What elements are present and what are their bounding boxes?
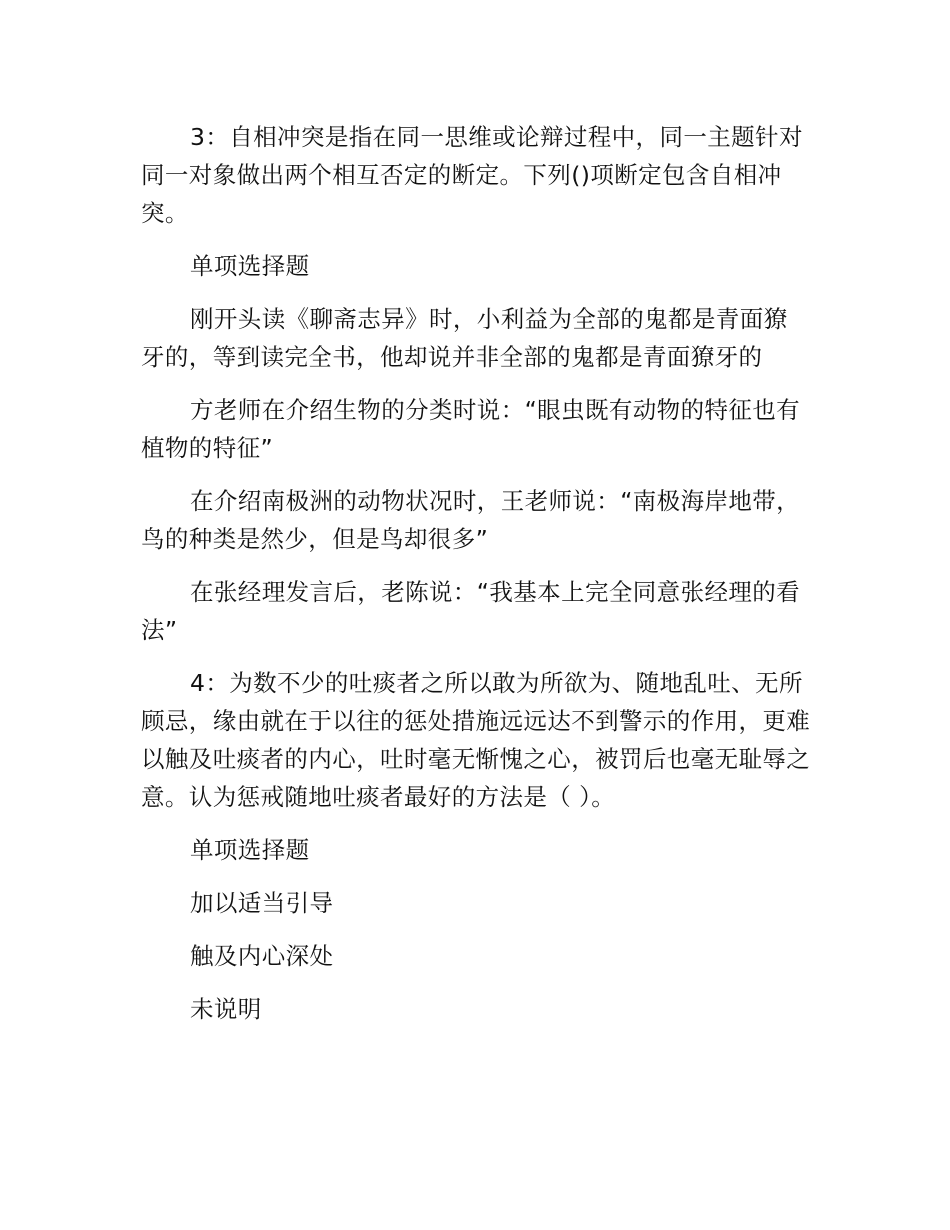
document-body [141, 118, 811, 1043]
option-a: 加以适当引导 [190, 889, 334, 917]
option-b: 方老师在介绍生物的分类时说：“眼虫既有动物的特征也有植物的特征” [141, 396, 801, 462]
option-a: 刚开头读《聊斋志异》时，小利益为全部的鬼都是青面獠牙的，等到读完全书，他却说并非全部的鬼都是青面獠牙的 [141, 305, 788, 371]
option-c: 在介绍南极洲的动物状况时，王老师说：“南极海岸地带，鸟的种类是然少，但是鸟却很多” [141, 487, 801, 553]
option-b: 触及内心深处 [190, 942, 334, 970]
option-c: 未说明 [190, 995, 262, 1023]
question-type-label: 单项选择题 [190, 836, 310, 864]
option-d: 在张经理发言后，老陈说：“我基本上完全同意张经理的看法” [141, 578, 801, 644]
question-3-stem: 3：自相冲突是指在同一思维或论辩过程中，同一主题针对同一对象做出两个相互否定的断定。下列()项断定包含自相冲突。 [141, 123, 803, 227]
question-type-label: 单项选择题 [190, 252, 310, 280]
question-4-stem: 4：为数不少的吐痰者之所以敢为所欲为、随地乱吐、无所顾忌，缘由就在于以往的惩处措施远远达不到警示的作用，更难以触及吐痰者的内心，吐时毫无惭愧之心，被罚后也毫无耻辱之意。认为惩戒随地吐痰者最好的方法是（ ）。 [141, 669, 811, 811]
